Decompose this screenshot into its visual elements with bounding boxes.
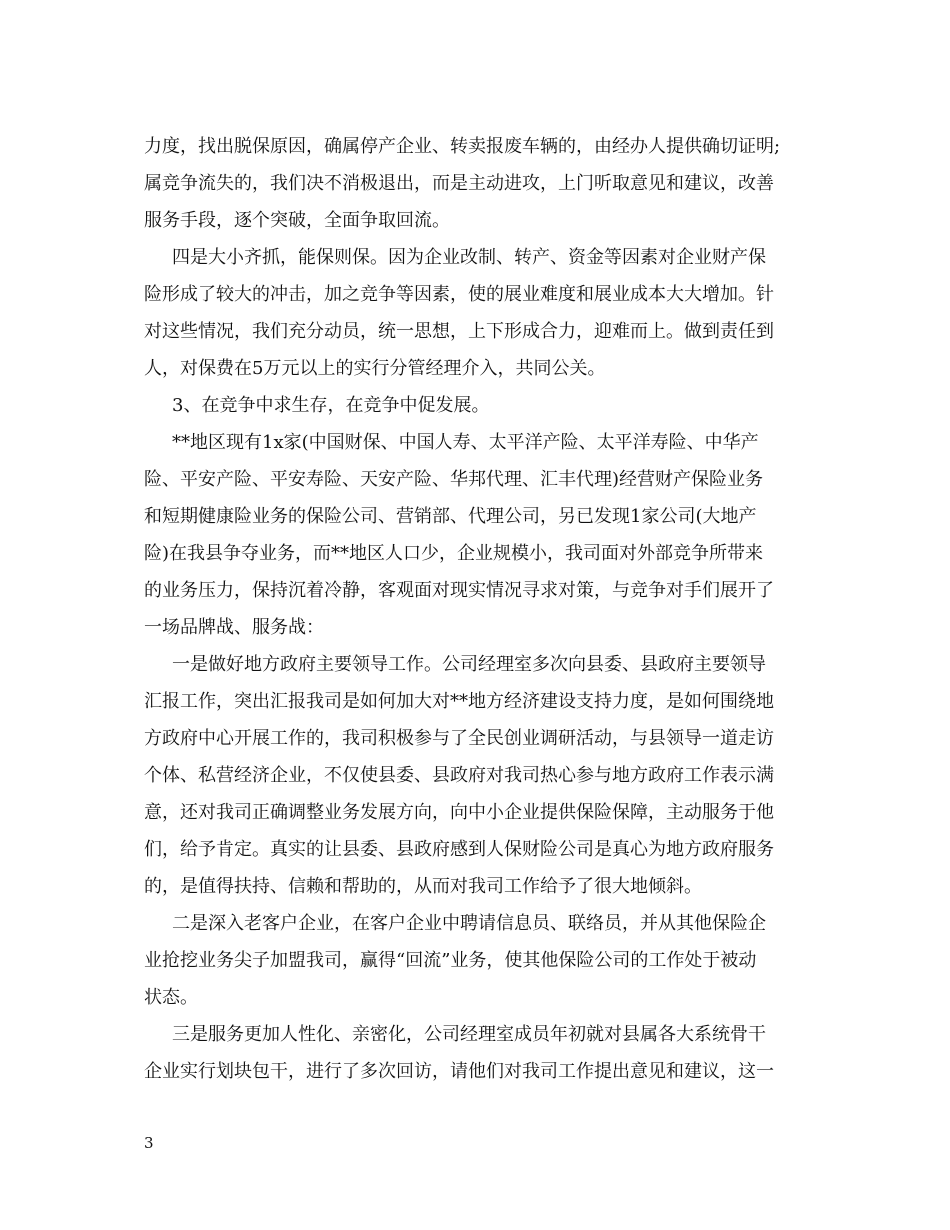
text-line: 险)在我县争夺业务，而**地区人口少，企业规模小，我司面对外部竞争所带来: [144, 543, 764, 564]
text-line: 对这些情况，我们充分动员，统一思想，上下形成合力，迎难而上。做到责任到: [144, 321, 774, 342]
text-line: 属竞争流失的，我们决不消极退出，而是主动进攻，上门听取意见和建议，改善: [144, 173, 774, 194]
text-line: 汇报工作，突出汇报我司是如何加大对**地方经济建设支持力度，是如何围绕地: [144, 691, 774, 712]
text-line: 3、在竞争中求生存，在竞争中促发展。: [172, 395, 490, 416]
text-line: 三是服务更加人性化、亲密化，公司经理室成员年初就对县属各大系统骨干: [172, 1024, 766, 1045]
body-text: [144, 128, 806, 1090]
text-line: 们，给予肯定。真实的让县委、县政府感到人保财险公司是真心为地方政府服务: [144, 839, 774, 860]
text-line: 二是深入老客户企业，在客户企业中聘请信息员、联络员，并从其他保险企: [172, 913, 766, 934]
text-line: 意，还对我司正确调整业务发展方向，向中小企业提供保险保障，主动服务于他: [144, 802, 774, 823]
text-line: 的业务压力，保持沉着冷静，客观面对现实情况寻求对策，与竞争对手们展开了: [144, 580, 774, 601]
text-line: 人，对保费在5万元以上的实行分管经理介入，共同公关。: [144, 358, 606, 379]
text-line: 个体、私营经济企业，不仅使县委、县政府对我司热心参与地方政府工作表示满: [144, 765, 774, 786]
text-line: 险形成了较大的冲击，加之竞争等因素，使的展业难度和展业成本大大增加。针: [144, 284, 774, 305]
text-line: 状态。: [144, 987, 198, 1008]
text-line: 一场品牌战、服务战：: [144, 617, 324, 638]
text-line: 的，是值得扶持、信赖和帮助的，从而对我司工作给予了很大地倾斜。: [144, 876, 702, 897]
text-line: 方政府中心开展工作的，我司积极参与了全民创业调研活动，与县领导一道走访: [144, 728, 774, 749]
text-line: 业抢挖业务尖子加盟我司，赢得“回流”业务，使其他保险公司的工作处于被动: [144, 950, 757, 971]
text-line: 一是做好地方政府主要领导工作。公司经理室多次向县委、县政府主要领导: [172, 654, 766, 675]
text-line: **地区现有1x家(中国财保、中国人寿、太平洋产险、太平洋寿险、中华产: [172, 432, 759, 453]
text-line: 四是大小齐抓，能保则保。因为企业改制、转产、资金等因素对企业财产保: [172, 247, 766, 268]
page-number: 3: [144, 1134, 154, 1152]
text-line: 险、平安产险、平安寿险、天安产险、华邦代理、汇丰代理)经营财产保险业务: [144, 469, 764, 490]
text-line: 服务手段，逐个突破，全面争取回流。: [144, 210, 450, 231]
text-line: 和短期健康险业务的保险公司、营销部、代理公司，另已发现1家公司(大地产: [144, 506, 757, 527]
text-line: 力度，找出脱保原因，确属停产企业、转卖报废车辆的，由经办人提供确切证明;: [144, 136, 781, 157]
text-line: 企业实行划块包干，进行了多次回访，请他们对我司工作提出意见和建议，这一: [144, 1061, 774, 1082]
